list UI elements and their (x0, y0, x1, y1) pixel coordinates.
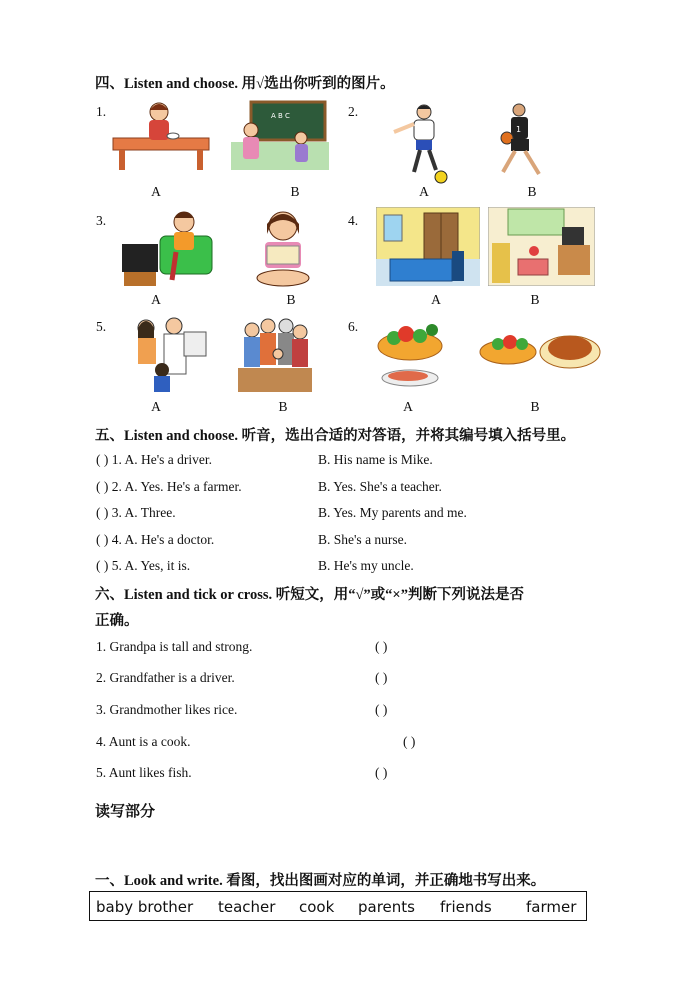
question-row-right: B. He's my uncle. (318, 558, 414, 573)
option-a-label: A (419, 184, 429, 199)
man-playing-basketball-picture[interactable] (493, 102, 551, 184)
statement-text: 3. Grandmother likes rice. (96, 702, 238, 717)
living-room-picture[interactable] (488, 207, 595, 286)
section6-heading-continued: 正确。 (95, 613, 139, 629)
option-b-label: B (290, 184, 300, 199)
item-number: 5. (96, 319, 107, 334)
option-b-label: B (278, 399, 288, 414)
word-bank-item: parents (358, 898, 415, 916)
option-b-label: B (530, 292, 540, 307)
word-bank-item: baby brother (96, 898, 194, 916)
statement-text: 1. Grandpa is tall and strong. (96, 639, 253, 654)
students-at-blackboard-picture[interactable] (231, 100, 329, 172)
answer-paren[interactable]: ( ) (375, 670, 388, 685)
family-reading-newspaper-picture[interactable] (126, 314, 210, 394)
word-bank-item: teacher (218, 898, 276, 916)
teacher-cleaning-desk-picture[interactable] (111, 100, 211, 172)
item-number: 3. (96, 213, 107, 228)
answer-paren[interactable]: ( ) (375, 702, 388, 717)
option-b-label: B (530, 399, 540, 414)
statement-text: 2. Grandfather is a driver. (96, 670, 235, 685)
statement-text: 4. Aunt is a cook. (96, 734, 191, 749)
question-row-left: ( ) 3. A. Three. (96, 505, 176, 520)
option-a-label: A (403, 399, 413, 414)
question-row-left: ( ) 4. A. He's a doctor. (96, 532, 215, 547)
boy-playing-football-picture[interactable] (384, 102, 454, 184)
answer-paren[interactable]: ( ) (375, 639, 388, 654)
svg-text:1: 1 (516, 125, 522, 134)
svg-text:A B C: A B C (271, 112, 290, 120)
boy-watching-tv-picture[interactable] (120, 208, 216, 290)
look-and-write-heading: 一、Look and write. 看图，找出图画对应的单词，并正确地书写出来。 (95, 873, 546, 889)
option-b-label: B (527, 184, 537, 199)
option-a-label: A (151, 292, 161, 307)
option-a-label: A (431, 292, 441, 307)
bedroom-picture[interactable] (376, 207, 480, 286)
salad-and-fish-picture[interactable] (376, 318, 454, 390)
option-a-label: A (151, 399, 161, 414)
answer-paren[interactable]: ( ) (403, 734, 416, 749)
word-bank-item: cook (299, 898, 335, 916)
option-a-label: A (151, 184, 161, 199)
section6-heading: 六、Listen and tick or cross. 听短文，用“√”或“×”判断下列说法是否 (95, 587, 524, 603)
item-number: 6. (348, 319, 359, 334)
word-bank-box (89, 891, 587, 921)
question-row-left: ( ) 5. A. Yes, it is. (96, 558, 191, 573)
item-number: 2. (348, 104, 359, 119)
answer-paren[interactable]: ( ) (375, 765, 388, 780)
statement-text: 5. Aunt likes fish. (96, 765, 192, 780)
question-row-right: B. She's a nurse. (318, 532, 408, 547)
question-row-right: B. Yes. My parents and me. (318, 505, 467, 520)
question-row-right: B. His name is Mike. (318, 452, 433, 467)
word-bank-item: friends (440, 898, 492, 916)
item-number: 4. (348, 213, 359, 228)
option-b-label: B (286, 292, 296, 307)
section4-heading: 四、Listen and choose. 用√选出你听到的图片。 (95, 76, 395, 92)
reading-writing-title: 读写部分 (95, 804, 156, 820)
item-number: 1. (96, 104, 107, 119)
family-portrait-picture[interactable] (238, 312, 312, 394)
girl-reading-book-picture[interactable] (253, 208, 313, 290)
section5-heading: 五、Listen and choose. 听音，选出合适的对答语，并将其编号填入括号里。 (95, 428, 576, 444)
question-row-left: ( ) 2. A. Yes. He's a farmer. (96, 479, 242, 494)
word-bank-item: farmer (526, 898, 577, 916)
question-row-right: B. Yes. She's a teacher. (318, 479, 442, 494)
question-row-left: ( ) 1. A. He's a driver. (96, 452, 213, 467)
salad-and-roast-chicken-picture[interactable] (478, 322, 602, 374)
